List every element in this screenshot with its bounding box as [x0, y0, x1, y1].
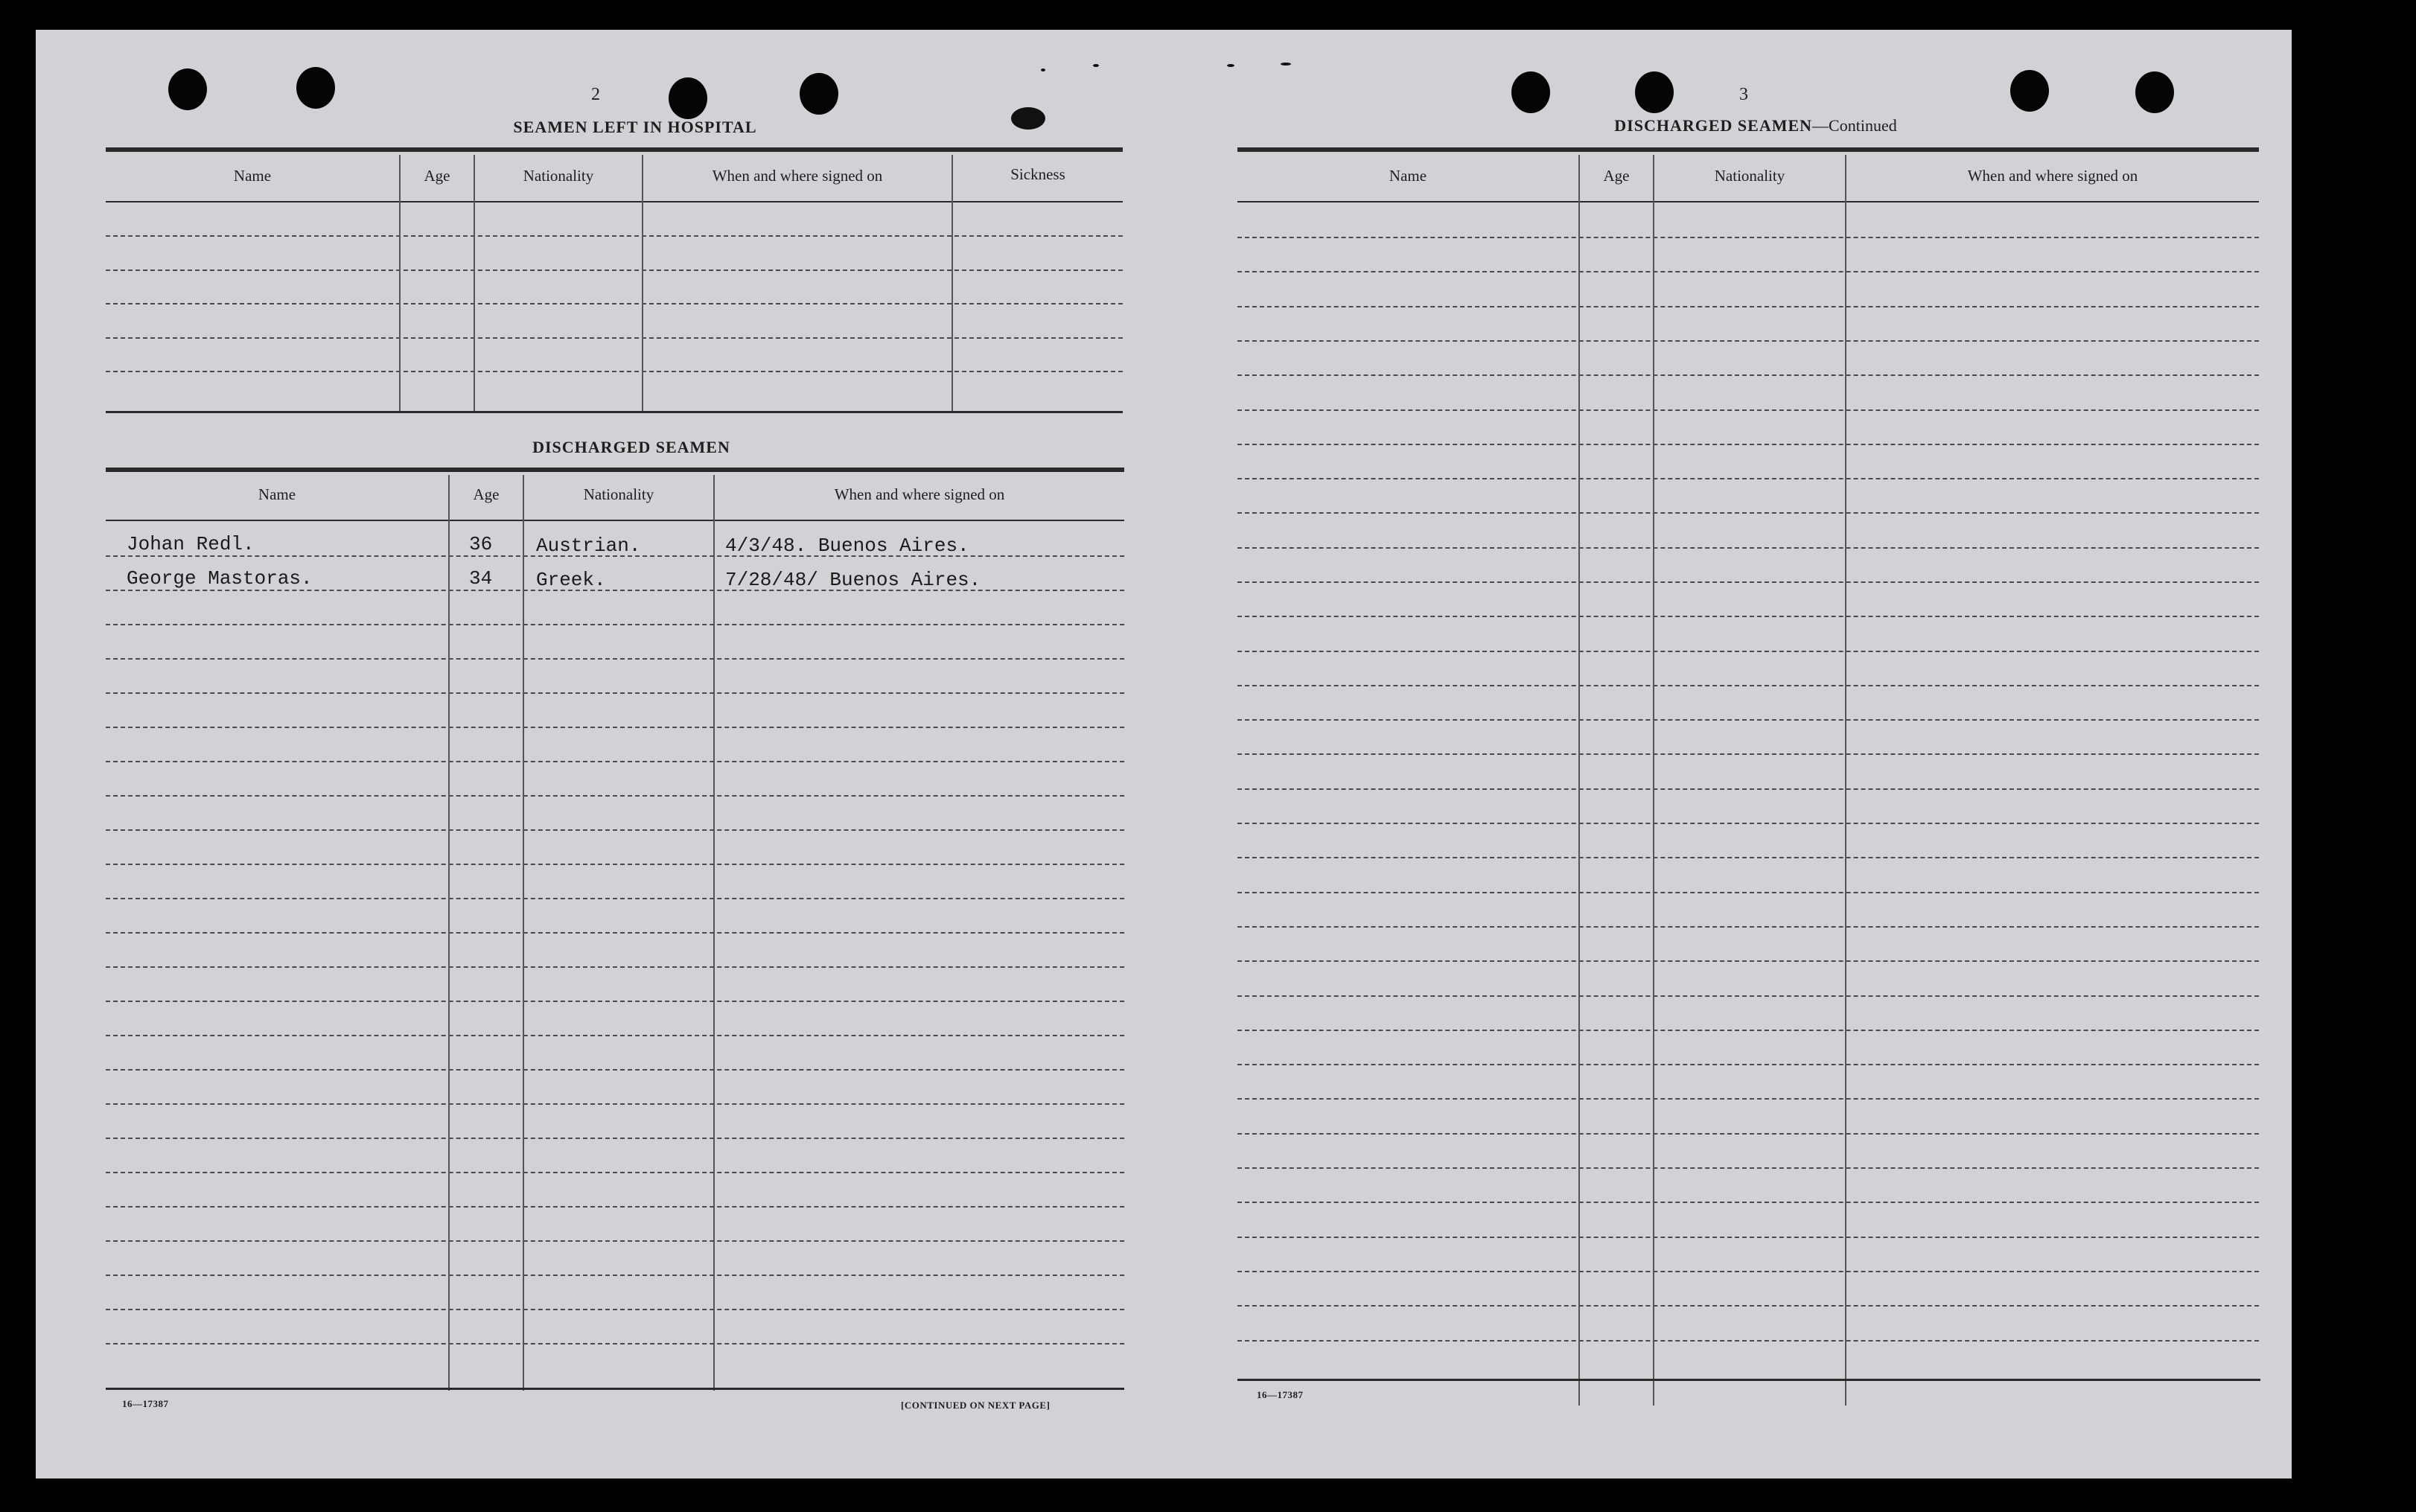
left-form-number: 16—17387	[122, 1398, 169, 1409]
ruled-line	[106, 795, 1124, 797]
ruled-line	[1237, 616, 2259, 617]
right-col-name: Name	[1389, 167, 1427, 185]
document-sheet	[36, 30, 2292, 1478]
ruled-line	[1237, 857, 2259, 858]
discharged-col-name: Name	[258, 485, 296, 503]
hospital-col-divider	[952, 155, 953, 412]
ruled-line	[106, 1138, 1124, 1139]
ruled-line	[106, 1275, 1124, 1276]
discharged-rule-top	[106, 468, 1124, 472]
ruled-line	[1237, 1030, 2259, 1031]
ruled-line	[1237, 719, 2259, 721]
right-section-title	[1495, 116, 2016, 135]
ruled-line	[1237, 306, 2259, 307]
speck	[1281, 63, 1291, 66]
ruled-line	[1237, 1340, 2259, 1342]
hospital-col-age: Age	[424, 167, 450, 185]
right-col-divider	[1653, 155, 1654, 1406]
discharged-col-divider	[448, 475, 450, 1391]
ruled-line	[106, 727, 1124, 728]
discharged-header-rule	[106, 520, 1124, 521]
ruled-line	[106, 1001, 1124, 1002]
ruled-line	[1237, 478, 2259, 479]
hospital-section-title: SEAMEN LEFT IN HOSPITAL	[513, 118, 757, 136]
discharged-col-divider	[713, 475, 715, 1391]
discharged-col-age: Age	[473, 485, 500, 503]
right-header-rule	[1237, 201, 2259, 202]
hospital-col-signed-on: When and where signed on	[712, 167, 883, 185]
ruled-line	[106, 1309, 1124, 1310]
ruled-line	[106, 898, 1124, 899]
right-col-age: Age	[1603, 167, 1630, 185]
ruled-line	[106, 1069, 1124, 1071]
right-rule-bottom	[1237, 1379, 2260, 1381]
ruled-line	[1237, 1202, 2259, 1203]
ruled-line	[106, 235, 1123, 237]
speck	[1227, 64, 1234, 67]
ruled-line	[106, 864, 1124, 865]
hospital-rule-bottom	[106, 411, 1123, 413]
ruled-line	[1237, 444, 2259, 445]
hospital-header-rule	[106, 201, 1123, 202]
ruled-line	[106, 337, 1123, 339]
ruled-line	[106, 829, 1124, 831]
ruled-line	[106, 932, 1124, 934]
ruled-line	[106, 269, 1123, 271]
discharged-col-nationality: Nationality	[583, 485, 654, 503]
hospital-col-divider	[399, 155, 401, 412]
ink-blot	[1011, 107, 1045, 130]
seaman-age: 34	[469, 567, 493, 590]
ruled-line	[1237, 1064, 2259, 1065]
ruled-line	[1237, 926, 2259, 928]
hospital-col-nationality: Nationality	[523, 167, 594, 185]
ruled-line	[106, 624, 1124, 625]
seaman-nationality: Greek.	[536, 569, 606, 591]
ruled-line	[1237, 340, 2259, 342]
ruled-line	[1237, 512, 2259, 514]
speck	[1041, 68, 1045, 71]
ruled-line	[106, 658, 1124, 660]
punch-hole	[168, 68, 207, 110]
ruled-line	[1237, 892, 2259, 893]
left-page-number: 2	[591, 85, 600, 104]
ruled-line	[106, 303, 1123, 304]
ruled-line	[1237, 1098, 2259, 1100]
ruled-line	[106, 1172, 1124, 1173]
ruled-line	[106, 1206, 1124, 1208]
ruled-line	[1237, 547, 2259, 549]
discharged-col-divider	[523, 475, 524, 1391]
right-col-divider	[1845, 155, 1846, 1406]
ruled-line	[1237, 995, 2259, 997]
seaman-name: George Mastoras.	[127, 567, 313, 590]
seaman-name: Johan Redl.	[127, 533, 255, 555]
punch-hole	[2010, 70, 2049, 112]
ruled-line	[106, 761, 1124, 762]
ruled-line	[1237, 1237, 2259, 1238]
right-title-main: DISCHARGED SEAMEN	[1614, 116, 1813, 135]
discharged-section-title: DISCHARGED SEAMEN	[532, 438, 730, 456]
ruled-line	[106, 1343, 1124, 1344]
hospital-col-name: Name	[233, 167, 272, 185]
seaman-signed-on: 7/28/48/ Buenos Aires.	[725, 569, 981, 591]
ruled-line	[1237, 271, 2259, 272]
punch-hole	[2135, 71, 2174, 113]
ruled-line	[1237, 1167, 2259, 1169]
seaman-age: 36	[469, 533, 493, 555]
ruled-line	[1237, 374, 2259, 376]
ruled-line	[1237, 1305, 2259, 1307]
speck	[1093, 64, 1099, 67]
seaman-nationality: Austrian.	[536, 535, 641, 557]
ruled-line	[106, 1240, 1124, 1242]
hospital-col-divider	[642, 155, 643, 412]
ruled-line	[1237, 1271, 2259, 1272]
ruled-line	[1237, 409, 2259, 411]
ruled-line	[1237, 685, 2259, 686]
hospital-col-divider	[474, 155, 475, 412]
punch-hole	[296, 67, 335, 109]
hospital-rule-top	[106, 147, 1123, 152]
ruled-line	[1237, 753, 2259, 755]
right-form-number: 16—17387	[1257, 1389, 1304, 1400]
punch-hole	[800, 73, 838, 115]
ruled-line	[106, 1103, 1124, 1105]
ruled-line	[1237, 788, 2259, 790]
ruled-line	[1237, 960, 2259, 962]
ruled-line	[106, 966, 1124, 968]
discharged-col-signed-on: When and where signed on	[834, 485, 1005, 503]
right-title-continued: —Continued	[1812, 116, 1897, 135]
punch-hole	[1635, 71, 1674, 113]
right-page-number: 3	[1739, 85, 1748, 104]
ruled-line	[106, 371, 1123, 372]
continued-note: [CONTINUED ON NEXT PAGE]	[901, 1400, 1051, 1411]
ruled-line	[1237, 823, 2259, 824]
ruled-line	[1237, 581, 2259, 583]
ruled-line	[106, 692, 1124, 694]
punch-hole	[1511, 71, 1550, 113]
ruled-line	[1237, 651, 2259, 652]
discharged-rule-bottom	[106, 1388, 1124, 1390]
right-col-nationality: Nationality	[1714, 167, 1785, 185]
right-col-signed-on: When and where signed on	[1967, 167, 2138, 185]
ruled-line	[106, 1035, 1124, 1036]
punch-hole	[669, 77, 707, 119]
ruled-line	[1237, 1133, 2259, 1135]
ruled-line	[1237, 237, 2259, 238]
right-rule-top	[1237, 147, 2259, 152]
seaman-signed-on: 4/3/48. Buenos Aires.	[725, 535, 969, 557]
hospital-col-sickness: Sickness	[1010, 165, 1065, 183]
right-col-divider	[1578, 155, 1580, 1406]
